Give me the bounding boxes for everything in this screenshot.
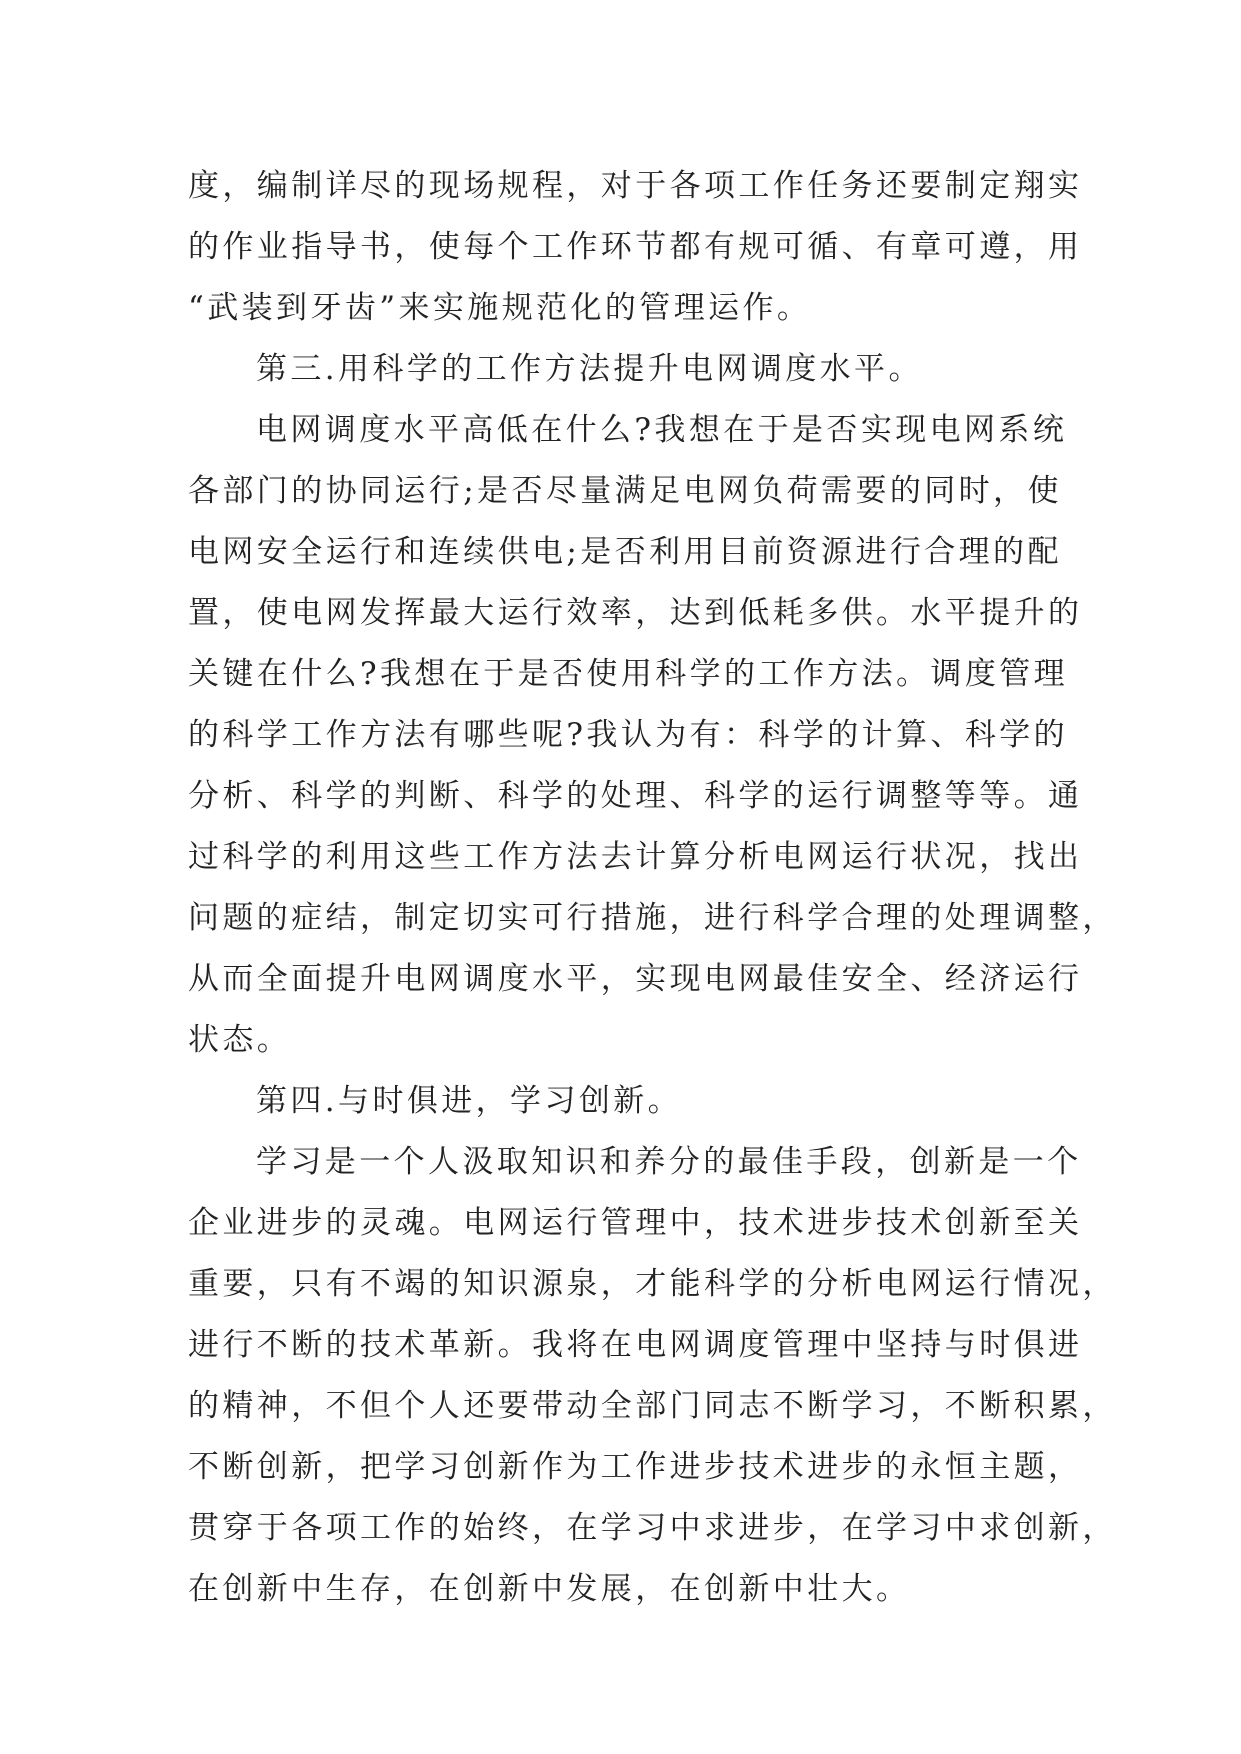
section-heading-4: 第四.与时俱进，学习创新。 <box>256 1083 683 1119</box>
text-line-9: 关键在什么?我想在于是否使用科学的工作方法。调度管理 <box>188 656 1069 692</box>
text-line-5: 电网调度水平高低在什么?我想在于是否实现电网系统 <box>256 412 1068 448</box>
text-line-3: “武装到牙齿”来实施规范化的管理运作。 <box>188 290 812 326</box>
text-line-20: 进行不断的技术革新。我将在电网调度管理中坚持与时俱进 <box>188 1327 1083 1363</box>
text-line-12: 过科学的利用这些工作方法去计算分析电网运行状况，找出 <box>188 839 1083 875</box>
text-line-10: 的科学工作方法有哪些呢?我认为有：科学的计算、科学的 <box>188 717 1069 753</box>
text-line-23: 贯穿于各项工作的始终，在学习中求进步，在学习中求创新， <box>188 1510 1117 1546</box>
text-line-2: 的作业指导书，使每个工作环节都有规可循、有章可遵，用 <box>188 229 1083 265</box>
text-line-17: 学习是一个人汲取知识和养分的最佳手段，创新是一个 <box>256 1144 1082 1180</box>
section-heading-3: 第三.用科学的工作方法提升电网调度水平。 <box>256 351 923 387</box>
text-line-15: 状态。 <box>188 1022 292 1058</box>
text-line-6: 各部门的协同运行;是否尽量满足电网负荷需要的同时，使 <box>188 473 1062 509</box>
text-line-1: 度，编制详尽的现场规程，对于各项工作任务还要制定翔实 <box>188 168 1083 204</box>
text-line-18: 企业进步的灵魂。电网运行管理中，技术进步技术创新至关 <box>188 1205 1083 1241</box>
text-line-19: 重要，只有不竭的知识源泉，才能科学的分析电网运行情况， <box>188 1266 1117 1302</box>
text-line-8: 置，使电网发挥最大运行效率，达到低耗多供。水平提升的 <box>188 595 1083 631</box>
text-line-22: 不断创新，把学习创新作为工作进步技术进步的永恒主题， <box>188 1449 1083 1485</box>
document-body <box>188 156 1117 1620</box>
text-line-11: 分析、科学的判断、科学的处理、科学的运行调整等等。通 <box>188 778 1083 814</box>
text-line-13: 问题的症结，制定切实可行措施，进行科学合理的处理调整， <box>188 900 1117 936</box>
text-line-24: 在创新中生存，在创新中发展，在创新中壮大。 <box>188 1571 911 1607</box>
text-line-21: 的精神，不但个人还要带动全部门同志不断学习，不断积累， <box>188 1388 1117 1424</box>
text-line-14: 从而全面提升电网调度水平，实现电网最佳安全、经济运行 <box>188 961 1083 997</box>
text-line-7: 电网安全运行和连续供电;是否利用目前资源进行合理的配 <box>188 534 1062 570</box>
